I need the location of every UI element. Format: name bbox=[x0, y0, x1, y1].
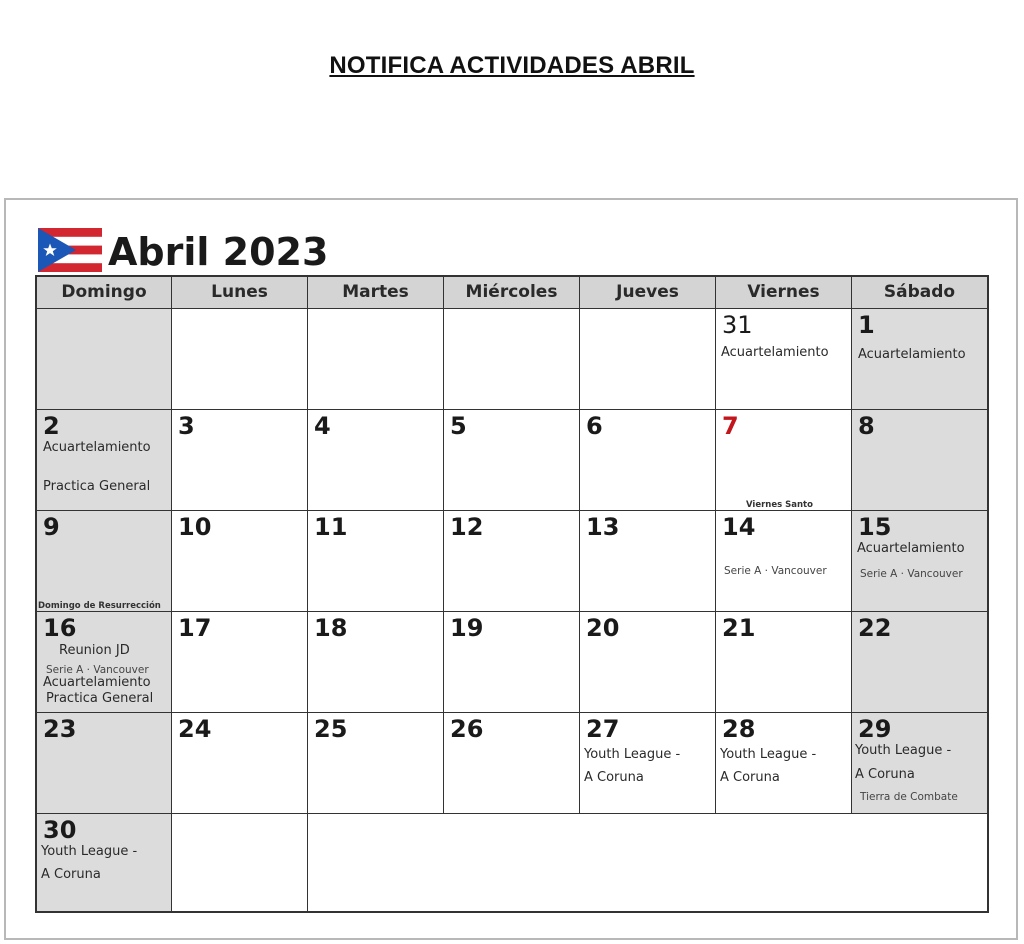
day-cell-4[interactable] bbox=[308, 410, 444, 511]
day-number: 25 bbox=[314, 715, 348, 743]
event-label: Practica General bbox=[46, 691, 154, 706]
day-cell-30[interactable] bbox=[37, 814, 172, 911]
weekday-header: Domingo bbox=[37, 277, 172, 309]
day-number: 22 bbox=[858, 614, 892, 642]
empty-day-cell[interactable] bbox=[444, 309, 580, 410]
event-label: Reunion JD bbox=[59, 643, 130, 658]
event-label: A Coruna bbox=[720, 770, 780, 785]
event-label: Practica General bbox=[43, 479, 151, 494]
day-number: 19 bbox=[450, 614, 484, 642]
day-cell-22[interactable] bbox=[852, 612, 987, 713]
day-number: 15 bbox=[858, 513, 892, 541]
event-label: Youth League - bbox=[720, 747, 817, 762]
day-number: 2 bbox=[43, 412, 60, 440]
day-number: 3 bbox=[178, 412, 195, 440]
empty-day-cell[interactable] bbox=[580, 309, 716, 410]
event-label: Serie A · Vancouver bbox=[46, 664, 149, 676]
event-label: Youth League - bbox=[855, 743, 952, 758]
day-cell-11[interactable] bbox=[308, 511, 444, 612]
event-label: Acuartelamiento bbox=[721, 345, 829, 360]
day-number: 21 bbox=[722, 614, 756, 642]
event-label: Serie A · Vancouver bbox=[860, 568, 963, 580]
day-cell-14[interactable] bbox=[716, 511, 852, 612]
event-label: Serie A · Vancouver bbox=[724, 565, 827, 577]
weekday-header: Martes bbox=[308, 277, 444, 309]
event-label: Youth League - bbox=[41, 844, 138, 859]
holiday-note: Domingo de Resurrección bbox=[38, 601, 161, 611]
day-cell-5[interactable] bbox=[444, 410, 580, 511]
puerto-rico-flag-icon bbox=[38, 228, 102, 272]
empty-day-cell[interactable] bbox=[308, 309, 444, 410]
weekday-header: Jueves bbox=[580, 277, 716, 309]
event-label: Acuartelamiento bbox=[43, 440, 151, 455]
day-number: 29 bbox=[858, 715, 892, 743]
day-number: 30 bbox=[43, 816, 77, 844]
empty-day-cell[interactable] bbox=[172, 814, 308, 911]
holiday-note: Viernes Santo bbox=[746, 500, 813, 510]
day-number: 13 bbox=[586, 513, 620, 541]
calendar-heading: Abril 2023 bbox=[108, 230, 329, 274]
empty-day-cell[interactable] bbox=[37, 309, 172, 410]
empty-span-cell bbox=[308, 814, 987, 911]
event-label: A Coruna bbox=[41, 867, 101, 882]
event-label: Acuartelamiento bbox=[43, 675, 151, 690]
day-number: 17 bbox=[178, 614, 212, 642]
day-number: 18 bbox=[314, 614, 348, 642]
day-cell-7[interactable] bbox=[716, 410, 852, 511]
day-cell-2[interactable] bbox=[37, 410, 172, 511]
day-cell-8[interactable] bbox=[852, 410, 987, 511]
day-cell-16[interactable] bbox=[37, 612, 172, 713]
day-number: 16 bbox=[43, 614, 77, 642]
day-number: 14 bbox=[722, 513, 756, 541]
event-label: A Coruna bbox=[584, 770, 644, 785]
event-label: Acuartelamiento bbox=[858, 347, 966, 362]
day-cell-15[interactable] bbox=[852, 511, 987, 612]
day-cell-18[interactable] bbox=[308, 612, 444, 713]
day-number: 26 bbox=[450, 715, 484, 743]
day-cell-1[interactable] bbox=[852, 309, 987, 410]
day-cell-10[interactable] bbox=[172, 511, 308, 612]
day-cell-9[interactable] bbox=[37, 511, 172, 612]
weekday-header: Viernes bbox=[716, 277, 852, 309]
day-cell-25[interactable] bbox=[308, 713, 444, 814]
day-number: 11 bbox=[314, 513, 348, 541]
day-number: 9 bbox=[43, 513, 60, 541]
empty-day-cell[interactable] bbox=[172, 309, 308, 410]
event-label: A Coruna bbox=[855, 767, 915, 782]
day-cell-23[interactable] bbox=[37, 713, 172, 814]
day-number: 20 bbox=[586, 614, 620, 642]
day-number: 24 bbox=[178, 715, 212, 743]
calendar-grid bbox=[35, 275, 989, 913]
day-number: 23 bbox=[43, 715, 77, 743]
day-cell-6[interactable] bbox=[580, 410, 716, 511]
day-cell-29[interactable] bbox=[852, 713, 987, 814]
day-cell-28[interactable] bbox=[716, 713, 852, 814]
day-cell-24[interactable] bbox=[172, 713, 308, 814]
day-number: 7 bbox=[722, 412, 739, 440]
day-cell-13[interactable] bbox=[580, 511, 716, 612]
day-number: 12 bbox=[450, 513, 484, 541]
day-number: 1 bbox=[858, 311, 875, 339]
day-cell-19[interactable] bbox=[444, 612, 580, 713]
event-label: Tierra de Combate bbox=[860, 791, 958, 803]
day-number: 5 bbox=[450, 412, 467, 440]
day-cell-26[interactable] bbox=[444, 713, 580, 814]
day-cell-27[interactable] bbox=[580, 713, 716, 814]
day-cell-31[interactable] bbox=[716, 309, 852, 410]
day-number: 31 bbox=[722, 311, 753, 339]
day-number: 27 bbox=[586, 715, 620, 743]
day-number: 8 bbox=[858, 412, 875, 440]
day-cell-12[interactable] bbox=[444, 511, 580, 612]
weekday-header: Miércoles bbox=[444, 277, 580, 309]
day-cell-21[interactable] bbox=[716, 612, 852, 713]
day-number: 10 bbox=[178, 513, 212, 541]
day-cell-20[interactable] bbox=[580, 612, 716, 713]
day-number: 6 bbox=[586, 412, 603, 440]
day-number: 4 bbox=[314, 412, 331, 440]
document-title: NOTIFICA ACTIVIDADES ABRIL bbox=[329, 52, 695, 79]
day-cell-17[interactable] bbox=[172, 612, 308, 713]
weekday-header: Sábado bbox=[852, 277, 987, 309]
day-cell-3[interactable] bbox=[172, 410, 308, 511]
event-label: Acuartelamiento bbox=[857, 541, 965, 556]
weekday-header: Lunes bbox=[172, 277, 308, 309]
day-number: 28 bbox=[722, 715, 756, 743]
event-label: Youth League - bbox=[584, 747, 681, 762]
